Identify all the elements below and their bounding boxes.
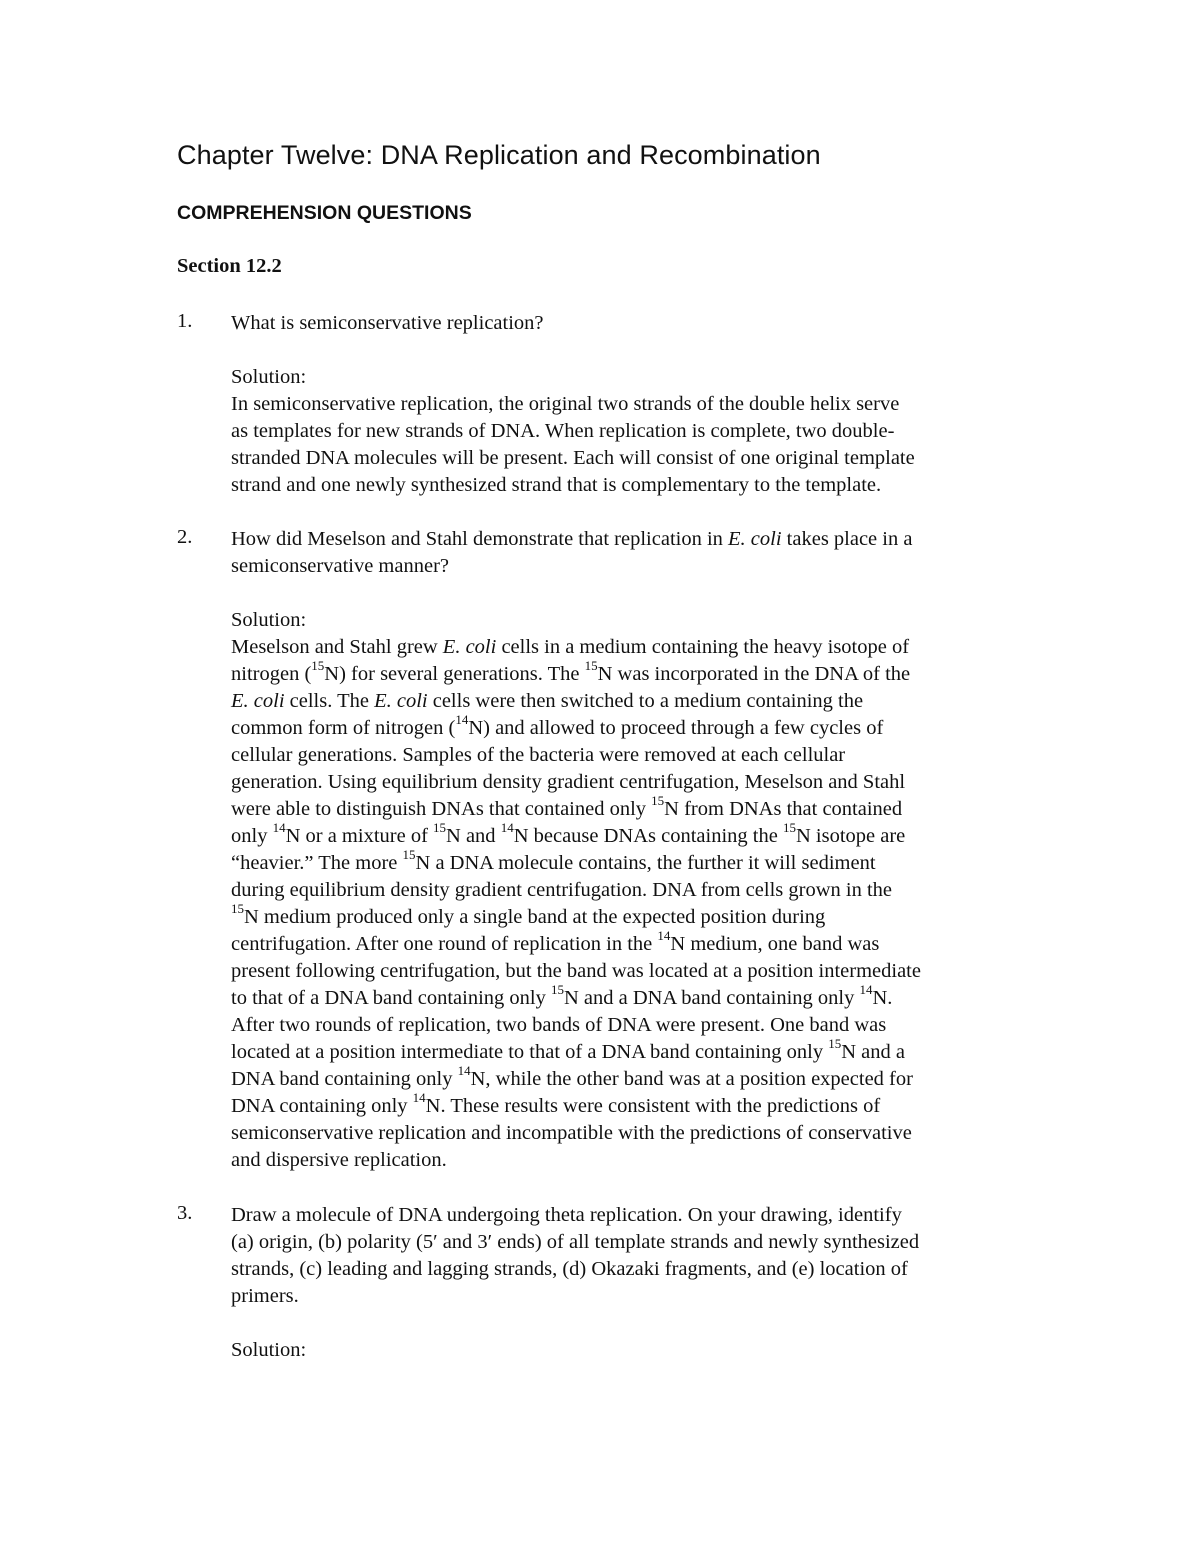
solution-line: centrifugation. After one round of replication in the $^{14}$N medium, one band was: [231, 928, 880, 955]
prompt-line: (a) origin, (b) polarity (5′ and 3′ ends) of all template strands and newly synthesized: [231, 1231, 920, 1253]
solution-line: cellular generations. Samples of the bacteria were removed at each cellular: [231, 744, 846, 766]
question-1-number: 1.: [177, 310, 193, 332]
solution-line: and dispersive replication.: [231, 1149, 447, 1171]
solution-line: present following centrifugation, but the band was located at a position intermediate: [231, 960, 921, 982]
question-3-solution: [231, 1337, 1031, 1364]
solution-line: only $^{14}$N or a mixture of $^{15}$N and $^{14}$N because DNAs containing the $^{15}$N isotope are: [231, 820, 906, 847]
section-heading: COMPREHENSION QUESTIONS: [177, 202, 472, 224]
question-2-number: 2.: [177, 526, 193, 548]
solution-line: semiconservative replication and incompatible with the predictions of conservative: [231, 1122, 912, 1144]
solution-line: as templates for new strands of DNA. When replication is complete, two double-: [231, 420, 895, 442]
solution-line: In semiconservative replication, the original two strands of the double helix serve: [231, 393, 900, 415]
question-3-number: 3.: [177, 1202, 193, 1224]
prompt-line: semiconservative manner?: [231, 555, 450, 577]
solution-line: generation. Using equilibrium density gradient centrifugation, Meselson and Stahl: [231, 771, 906, 793]
prompt-line: Draw a molecule of DNA undergoing theta replication. On your drawing, identify: [231, 1204, 902, 1226]
solution-line: nitrogen ($^{15}$N) for several generations. The $^{15}$N was incorporated in the DNA of the: [231, 658, 911, 685]
solution-line: Meselson and Stahl grew E. coli cells in a medium containing the heavy isotope of: [231, 636, 910, 658]
solution-line: to that of a DNA band containing only $^{15}$N and a DNA band containing only $^{14}$N.: [231, 982, 893, 1009]
solution-label: Solution:: [231, 609, 307, 631]
chapter-title: Chapter Twelve: DNA Replication and Recombination: [177, 140, 821, 170]
question-1-prompt: [231, 310, 1031, 337]
prompt-line: What is semiconservative replication?: [231, 312, 544, 334]
solution-line: E. coli cells. The E. coli cells were then switched to a medium containing the: [231, 690, 864, 712]
solution-line: during equilibrium density gradient centrifugation. DNA from cells grown in the: [231, 879, 892, 901]
section-label: Section 12.2: [177, 255, 282, 277]
solution-line: $^{15}$N medium produced only a single band at the expected position during: [231, 901, 826, 928]
solution-line: located at a position intermediate to that of a DNA band containing only $^{15}$N and a: [231, 1036, 905, 1063]
question-2-prompt: [231, 526, 1031, 580]
question-1-solution: [231, 364, 1031, 499]
solution-line: stranded DNA molecules will be present. Each will consist of one original template: [231, 447, 915, 469]
prompt-line: primers.: [231, 1285, 299, 1307]
prompt-line: strands, (c) leading and lagging strands, (d) Okazaki fragments, and (e) location of: [231, 1258, 908, 1280]
solution-label: Solution:: [231, 366, 307, 388]
solution-line: common form of nitrogen ($^{14}$N) and allowed to proceed through a few cycles of: [231, 712, 884, 739]
species-name: E. coli: [728, 528, 782, 550]
solution-line: were able to distinguish DNAs that contained only $^{15}$N from DNAs that contained: [231, 793, 903, 820]
solution-line: DNA containing only $^{14}$N. These results were consistent with the predictions of: [231, 1090, 881, 1117]
solution-line: After two rounds of replication, two bands of DNA were present. One band was: [231, 1014, 887, 1036]
prompt-line: How did Meselson and Stahl demonstrate that replication in E. coli takes place in a: [231, 528, 913, 550]
question-2-solution: [231, 607, 1031, 1174]
solution-label: Solution:: [231, 1339, 307, 1361]
solution-line: strand and one newly synthesized strand that is complementary to the template.: [231, 474, 882, 496]
solution-line: “heavier.” The more $^{15}$N a DNA molecule contains, the further it will sediment: [231, 847, 876, 874]
question-3-prompt: [231, 1202, 1031, 1310]
solution-line: DNA band containing only $^{14}$N, while the other band was at a position expected for: [231, 1063, 913, 1090]
